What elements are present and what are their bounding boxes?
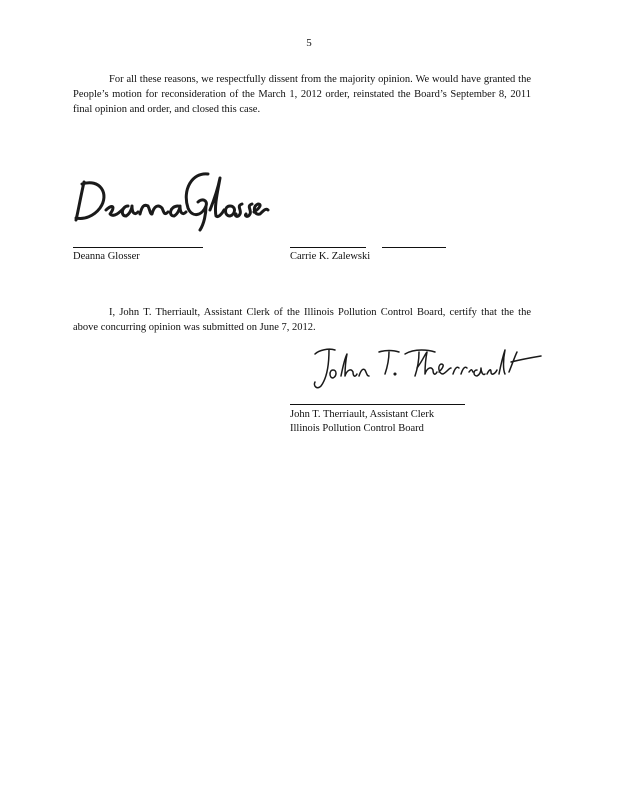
dissent-paragraph: For all these reasons, we respectfully dissent from the majority opinion. We would have granted the People’s motion for reconsideration of the March 1, 2012 order, reinstated the Board’s September 8, 2011 final opinion and order, and closed this case. bbox=[73, 74, 531, 115]
clerk-block bbox=[290, 408, 434, 436]
page-number: 5 bbox=[306, 37, 312, 49]
signature-line-clerk bbox=[290, 404, 465, 405]
signatory-name-zalewski: Carrie K. Zalewski bbox=[290, 251, 371, 262]
therriault-signature bbox=[305, 342, 545, 394]
signature-line-zalewski bbox=[290, 247, 366, 248]
certification-paragraph: I, John T. Therriault, Assistant Clerk of the Illinois Pollution Control Board, certify that the the above concurring opinion was submitted on June 7, 2012. bbox=[73, 307, 531, 333]
clerk-name-title: John T. Therriault, Assistant Clerk bbox=[290, 409, 435, 420]
signature-line-extra bbox=[382, 247, 446, 248]
clerk-organization: Illinois Pollution Control Board bbox=[290, 423, 424, 434]
signature-line-glosser bbox=[73, 247, 203, 248]
signatory-name-glosser: Deanna Glosser bbox=[73, 251, 140, 262]
glosser-signature bbox=[70, 160, 270, 232]
